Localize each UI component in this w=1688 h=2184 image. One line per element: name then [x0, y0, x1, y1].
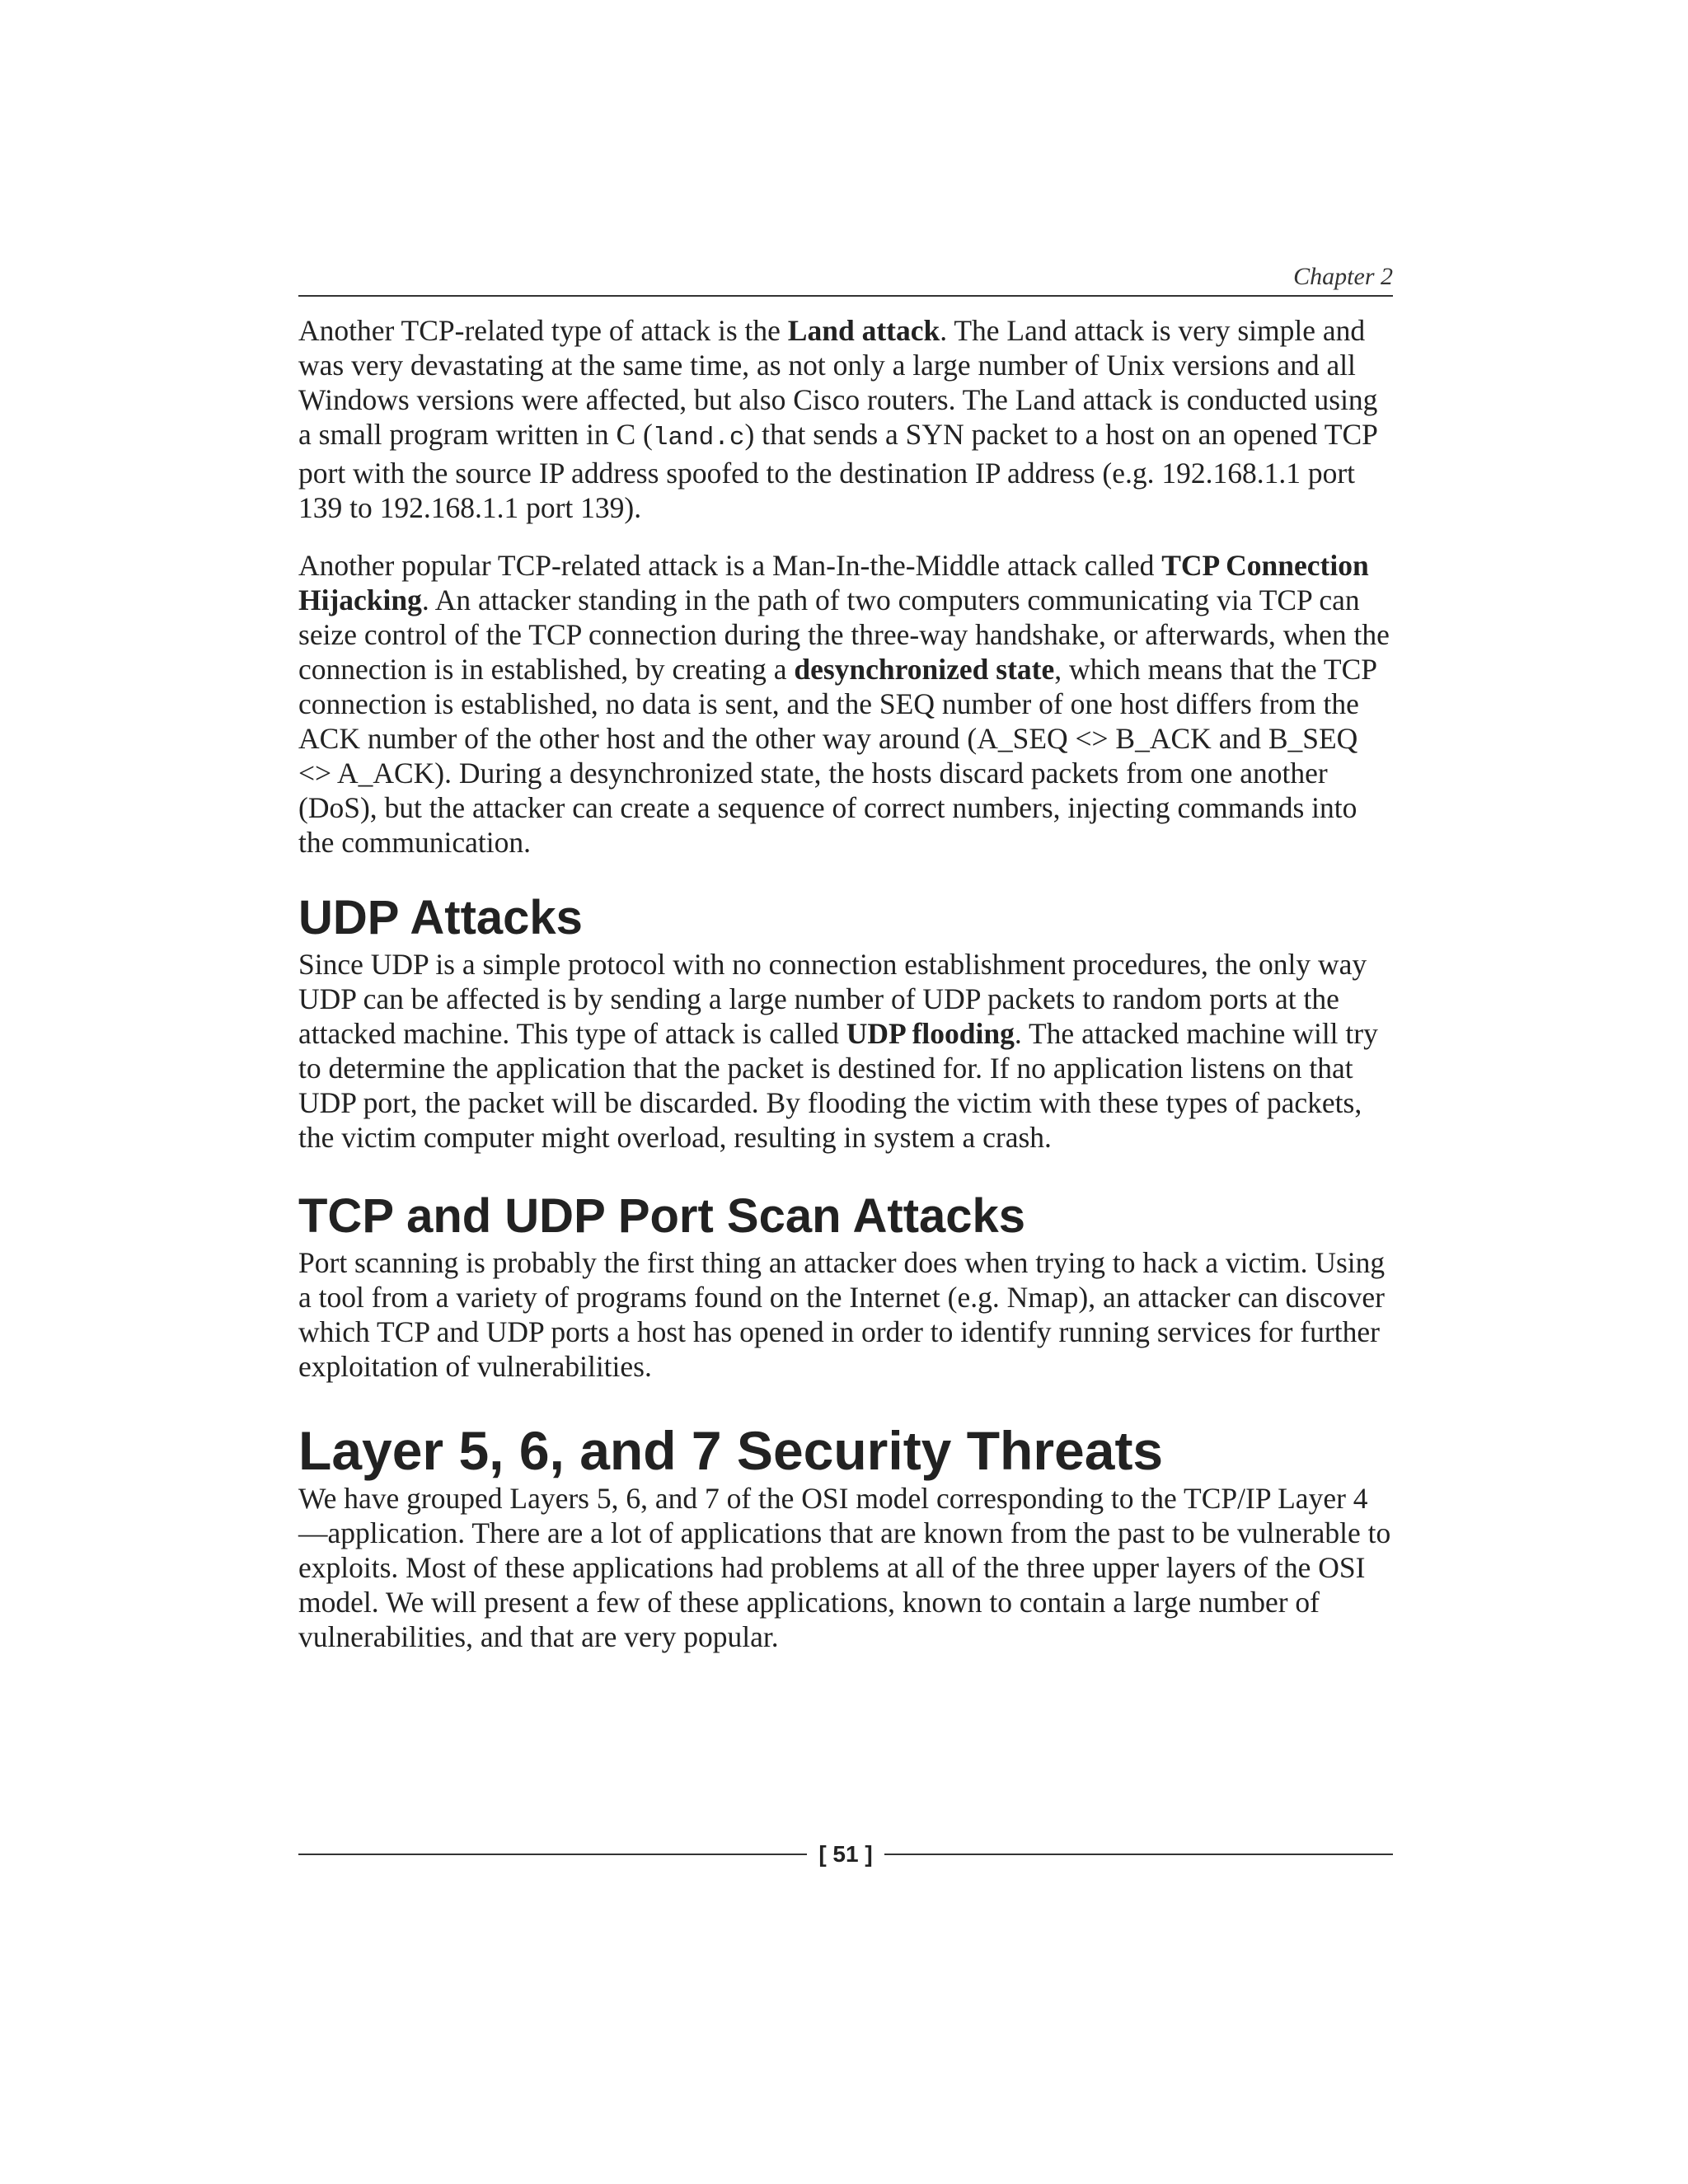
chapter-header: Chapter 2 — [298, 262, 1393, 297]
page-footer — [298, 1836, 1393, 1872]
code-filename: land.c — [652, 424, 745, 452]
paragraph-udp-flooding — [298, 947, 1393, 1155]
text-run: . An attacker standing in the path of two computers communicating via TCP can seize control of the TCP connection during the three-way handshake, or afterwards, when the connection is in established, by creating a — [298, 583, 1390, 686]
text-run: Port scanning is probably the first thing an attacker does when trying to hack a victim. Using a tool from a variety of programs found on the Internet (e.g. Nmap), an attacker can discover which TCP and UDP ports a host has opened in order to identify running services for further exploitation of vulnerabilities. — [298, 1246, 1386, 1383]
paragraph-layer-threats — [298, 1481, 1393, 1654]
text-run: . The attacked machine will try to determine the application that the packet is destined for. If no application listens on that UDP port, the packet will be discarded. By flooding the victim with these types of packets, the victim computer might overload, resulting in system a crash. — [298, 1017, 1378, 1154]
footer-rule-right — [884, 1854, 1393, 1855]
paragraph-land-attack — [298, 313, 1393, 525]
heading-layer-threats: Layer 5, 6, and 7 Security Threats — [298, 1420, 1164, 1481]
term-udp-flooding: UDP flooding — [846, 1017, 1015, 1050]
page-number: [ 51 ] — [818, 1841, 873, 1867]
paragraph-port-scanning — [298, 1245, 1393, 1384]
text-run: Since UDP is a simple protocol with no connection establishment procedures, the only way UDP can be affected is by sending a large number of UDP packets to random ports at the attacked machine. This type of attack is called — [298, 948, 1367, 1050]
term-tcp-connection-hijacking: TCP Connection Hijacking — [298, 549, 1369, 616]
text-run: . The Land attack is very simple and was very devastating at the same time, as not only a large number of Unix versions and all Windows versions were affected, but also Cisco routers. The Land attack is conducted using a small program written in C ( — [298, 314, 1378, 451]
paragraph-connection-hijacking — [298, 548, 1393, 860]
text-run: , which means that the TCP connection is established, no data is sent, and the SEQ number of one host differs from the ACK number of the other host and the other way around (A_SEQ <> B_ACK and B_SEQ <> A_ACK). During a desynchronized state, the hosts discard packets from one another (DoS), but the attacker can create a sequence of correct numbers, injecting commands into the communication. — [298, 653, 1376, 859]
page-content — [298, 313, 1393, 1677]
term-land-attack: Land attack — [787, 314, 940, 347]
text-run: Another popular TCP-related attack is a Man-In-the-Middle attack called — [298, 549, 1162, 582]
footer-rule-left — [298, 1854, 807, 1855]
text-run: ) that sends a SYN packet to a host on an opened TCP port with the source IP address spoofed to the destination IP address (e.g. 192.168.1.1 port 139 to 192.168.1.1 port 139). — [298, 418, 1377, 524]
text-run: Another TCP-related type of attack is the — [298, 314, 788, 347]
term-desynchronized-state: desynchronized state — [794, 653, 1055, 686]
heading-port-scan-attacks: TCP and UDP Port Scan Attacks — [298, 1189, 1026, 1243]
text-run: We have grouped Layers 5, 6, and 7 of the OSI model corresponding to the TCP/IP Layer 4—application. There are a lot of applications that are known from the past to be vulnerable to exploits. Most of these applications had problems at all of the three upper layers of the OSI model. We will present a few of these applications, known to contain a large number of vulnerabilities, and that are very popular. — [298, 1482, 1391, 1653]
heading-udp-attacks: UDP Attacks — [298, 891, 583, 944]
book-page — [298, 0, 1393, 2184]
